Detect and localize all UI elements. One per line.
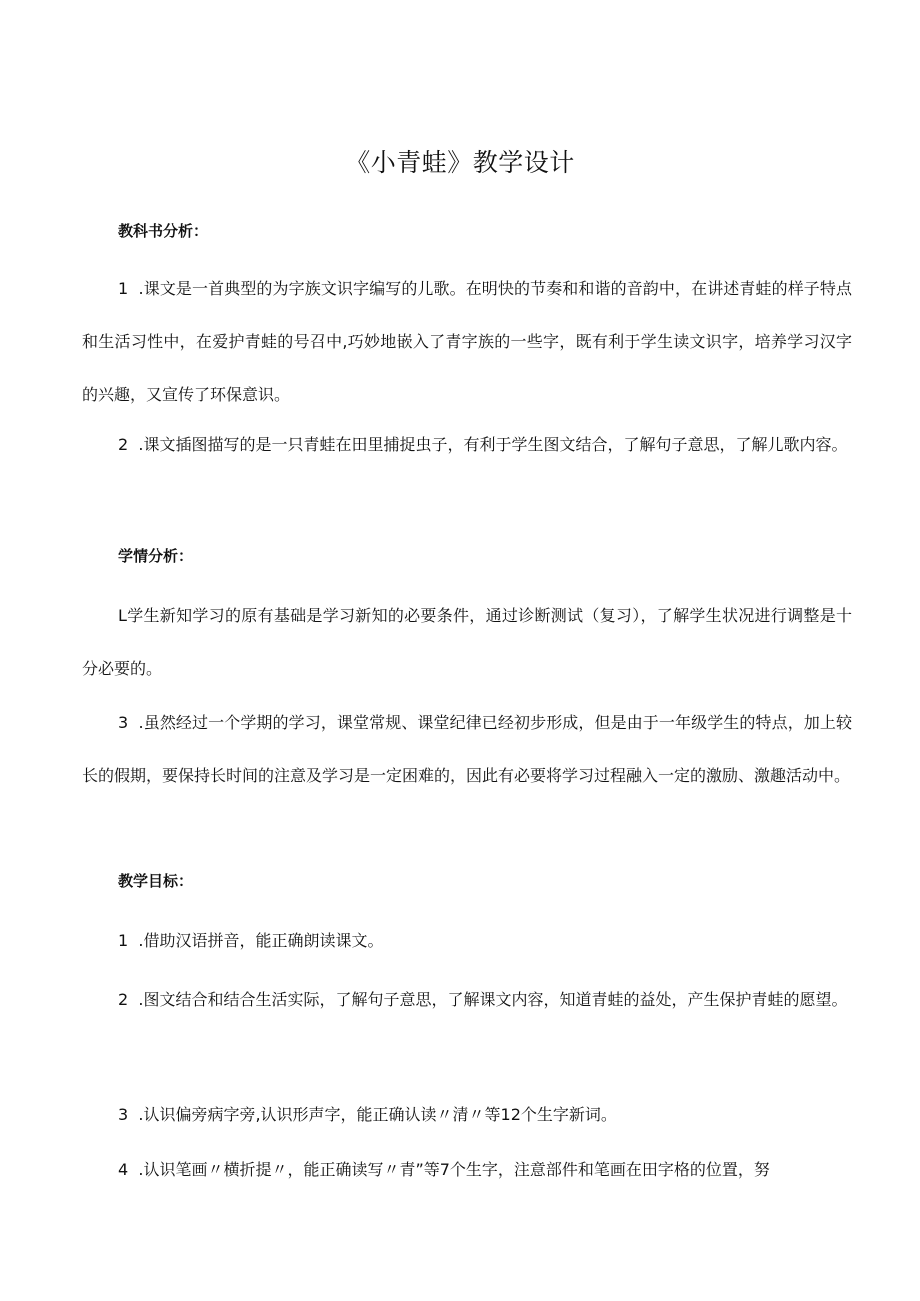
section-heading-textbook-analysis: 教科书分析： — [118, 222, 209, 240]
paragraph: 3 .认识偏旁病字旁,认识形声字，能正确认读〃清〃等12个生字新词。 — [118, 1105, 617, 1124]
document-title: 《小青蛙》教学设计 — [345, 148, 575, 177]
section-heading-teaching-goals: 教学目标： — [118, 872, 194, 890]
section-heading-learning-analysis: 学情分析： — [118, 547, 194, 565]
paragraph: L学生新知学习的原有基础是学习新知的必要条件，通过诊断测试（复习），了解学生状况进行调整是十分必要的。 — [82, 606, 852, 678]
paragraph: 3 .虽然经过一个学期的学习，课堂常规、课堂纪律已经初步形成，但是由于一年级学生的特点，加上较长的假期，要保持长时间的注意及学习是一定困难的，因此有必要将学习过程融入一定的激励、激趣活动中。 — [82, 713, 852, 785]
paragraph: 1 .课文是一首典型的为字族文识字编写的儿歌。在明快的节奏和和谐的音韵中，在讲述青蛙的样子特点和生活习性中，在爱护青蛙的号召中,巧妙地嵌入了青字族的一些字，既有利于学生读文识字，培养学习汉字的兴趣，又宣传了环保意识。 — [82, 279, 852, 404]
paragraph: 1 .借助汉语拼音，能正确朗读课文。 — [118, 931, 384, 950]
paragraph: 2 .课文插图描写的是一只青蛙在田里捕捉虫子，有利于学生图文结合，了解句子意思，了解儿歌内容。 — [118, 435, 848, 454]
paragraph: 4 .认识笔画〃横折提〃，能正确读写〃青”等7个生字，注意部件和笔画在田字格的位置，努 — [118, 1160, 770, 1179]
paragraph: 2 .图文结合和结合生活实际，了解句子意思，了解课文内容，知道青蛙的益处，产生保护青蛙的愿望。 — [118, 990, 848, 1009]
